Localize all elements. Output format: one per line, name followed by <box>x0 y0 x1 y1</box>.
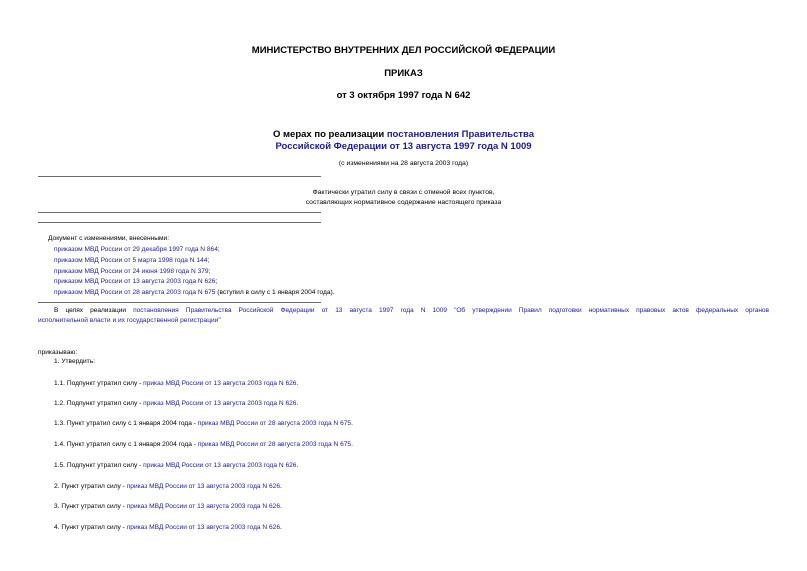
amendment-link[interactable]: приказом МВД России от 5 марта 1998 года N 144 <box>54 257 208 264</box>
amendment-item: приказом МВД России от 13 августа 2003 года N 626; <box>54 278 218 285</box>
point-item: 1. Утвердить: <box>54 358 95 365</box>
divider <box>38 212 321 213</box>
preamble-line-2 <box>38 316 221 325</box>
divider <box>38 302 321 303</box>
divider <box>38 176 321 177</box>
preamble-link-part-2[interactable]: исполнительной власти и их государственной регистрации" <box>38 317 221 324</box>
point-link[interactable]: приказ МВД России от 13 августа 2003 года N 626 <box>143 462 297 469</box>
point-link[interactable]: приказ МВД России от 13 августа 2003 года N 626 <box>126 524 281 531</box>
point-item: 1.2. Подпункт утратил силу - приказ МВД России от 13 августа 2003 года N 626. <box>54 400 299 407</box>
point-link[interactable]: приказ МВД России от 13 августа 2003 года N 626 <box>126 503 281 510</box>
amendment-link[interactable]: приказом МВД России от 28 августа 2003 года N 675 <box>54 289 216 296</box>
title-link-part-1[interactable]: постановления Правительства <box>386 129 534 140</box>
point-item: 3. Пункт утратил силу - приказ МВД России от 13 августа 2003 года N 626. <box>54 503 282 510</box>
date-number-heading: от 3 октября 1997 года N 642 <box>336 90 471 101</box>
amendment-item: приказом МВД России от 5 марта 1998 года N 144; <box>54 257 210 264</box>
doc-type-heading: ПРИКАЗ <box>384 68 423 79</box>
point-link[interactable]: приказ МВД России от 13 августа 2003 года N 626 <box>126 483 281 490</box>
amendment-item: приказом МВД России от 28 августа 2003 года N 675 (вступил в силу с 1 января 2004 года). <box>54 289 335 296</box>
amendment-link[interactable]: приказом МВД России от 24 июня 1998 года N 379 <box>54 268 209 275</box>
order-word: приказываю: <box>38 349 78 356</box>
point-link[interactable]: приказ МВД России от 13 августа 2003 года N 626 <box>143 400 297 407</box>
divider <box>38 222 321 223</box>
status-note-line-1: Фактически утратил силу в связи с отменой всех пунктов, <box>312 189 495 196</box>
title-line-1 <box>0 129 807 140</box>
point-item: 1.1. Подпункт утратил силу - приказ МВД России от 13 августа 2003 года N 626. <box>54 380 299 387</box>
title-link-part-2[interactable]: Российской Федерации от 13 августа 1997 года N 1009 <box>275 141 532 152</box>
amendment-link[interactable]: приказом МВД России от 13 августа 2003 года N 626 <box>54 278 216 285</box>
status-note-line-2: составляющих нормативное содержание настоящего приказа <box>305 199 502 206</box>
point-item: 4. Пункт утратил силу - приказ МВД России от 13 августа 2003 года N 626. <box>54 524 282 531</box>
amendment-item: приказом МВД России от 24 июня 1998 года N 379; <box>54 268 211 275</box>
title-line-2 <box>0 141 807 152</box>
point-item: 1.3. Пункт утратил силу с 1 января 2004 года - приказ МВД России от 28 августа 2003 года N 675. <box>54 420 353 427</box>
point-link[interactable]: приказ МВД России от 13 августа 2003 года N 626 <box>143 380 297 387</box>
point-item: 1.4. Пункт утратил силу с 1 января 2004 года - приказ МВД России от 28 августа 2003 года N 675. <box>54 441 353 448</box>
preamble-link-part-1[interactable]: постановления Правительства Российской Федерации от 13 августа 1997 года N 1009 "Об утверждении Правил подготовки нормативных правовых актов федеральных органов <box>133 307 769 314</box>
point-item: 2. Пункт утратил силу - приказ МВД России от 13 августа 2003 года N 626. <box>54 483 282 490</box>
amendment-item: приказом МВД России от 29 декабря 1997 года N 864; <box>54 246 220 253</box>
amendments-heading: Документ с изменениями, внесенными: <box>48 235 170 242</box>
title-prefix: О мерах по реализации <box>272 129 387 140</box>
point-link[interactable]: приказ МВД России от 28 августа 2003 года N 675 <box>197 420 352 427</box>
preamble-lead: В целях реализации <box>54 307 134 314</box>
amendment-link[interactable]: приказом МВД России от 29 декабря 1997 года N 864 <box>54 246 218 253</box>
ministry-heading: МИНИСТЕРСТВО ВНУТРЕННИХ ДЕЛ РОССИЙСКОЙ ФЕДЕРАЦИИ <box>251 45 556 56</box>
point-item: 1.5. Подпункт утратил силу - приказ МВД России от 13 августа 2003 года N 626. <box>54 462 299 469</box>
point-link[interactable]: приказ МВД России от 28 августа 2003 года N 675 <box>197 441 352 448</box>
preamble-line-1 <box>54 306 769 315</box>
amended-note: (с изменениями на 28 августа 2003 года) <box>338 160 469 167</box>
